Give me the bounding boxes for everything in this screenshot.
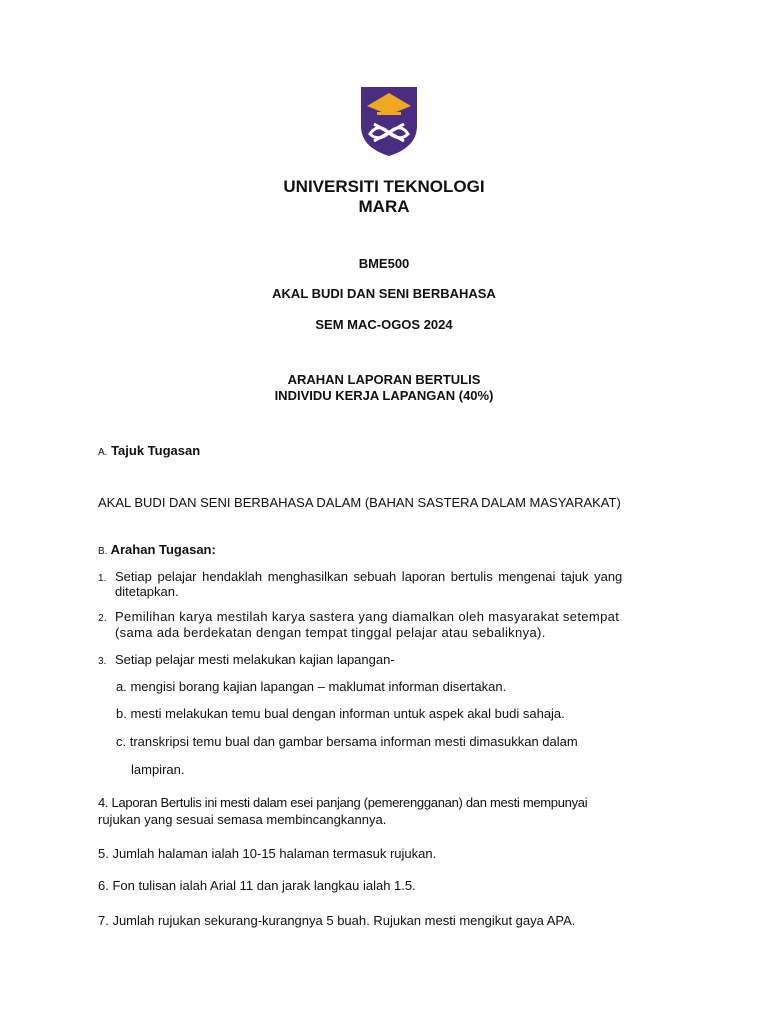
- course-code: BME500: [358, 256, 410, 271]
- list-item-2-line2: (sama ada berdekatan dengan tempat tinggal pelajar atau sebaliknya).: [115, 625, 546, 640]
- section-a-title: Tajuk Tugasan: [111, 443, 201, 458]
- section-b-letter: B.: [98, 546, 108, 557]
- doc-title-line2: INDIVIDU KERJA LAPANGAN (40%): [274, 388, 494, 403]
- list-item-3b: b. mesti melakukan temu bual dengan informan untuk aspek akal budi sahaja.: [116, 706, 565, 721]
- course-name: AKAL BUDI DAN SENI BERBAHASA: [272, 286, 496, 301]
- section-b-title: Arahan Tugasan:: [110, 542, 216, 557]
- university-name-line1: UNIVERSITI TEKNOLOGI: [283, 177, 485, 196]
- doc-title-line1: ARAHAN LAPORAN BERTULIS: [287, 372, 481, 387]
- list-item-5: 5. Jumlah halaman ialah 10-15 halaman termasuk rujukan.: [98, 846, 437, 861]
- list-item-4-line2: rujukan yang sesuai semasa membincangkannya.: [98, 812, 387, 827]
- list-item-3-text: Setiap pelajar mesti melakukan kajian lapangan-: [115, 652, 395, 667]
- section-b-heading: [98, 542, 216, 560]
- list-item-1-number: 1.: [98, 573, 107, 584]
- list-item-2-line1: Pemilihan karya mestilah karya sastera yang diamalkan oleh masyarakat setempat: [115, 609, 620, 624]
- topic-text: AKAL BUDI DAN SENI BERBAHASA DALAM (BAHAN SASTERA DALAM MASYARAKAT): [98, 495, 621, 510]
- semester: SEM MAC-OGOS 2024: [315, 317, 453, 332]
- list-item-3a: a. mengisi borang kajian lapangan – maklumat informan disertakan.: [116, 679, 507, 694]
- list-item-3: [98, 652, 395, 670]
- doc-title: [0, 372, 768, 404]
- university-name-line2: MARA: [358, 197, 410, 216]
- list-item-4-line1: 4. Laporan Bertulis ini mesti dalam esei panjang (pemerengganan) dan mesti mempunyai: [98, 795, 588, 810]
- list-item-3c-line1: c. transkripsi temu bual dan gambar bersama informan mesti dimasukkan dalam: [116, 734, 578, 749]
- list-item-2-number: 2.: [98, 613, 108, 624]
- list-item-7: 7. Jumlah rujukan sekurang-kurangnya 5 buah. Rujukan mesti mengikut gaya APA.: [98, 913, 576, 928]
- list-item-3c-line2: lampiran.: [131, 762, 185, 777]
- section-a-letter: A.: [98, 447, 108, 458]
- section-a-heading: [98, 443, 200, 461]
- university-name: [0, 177, 768, 217]
- uitm-crest-logo-icon: [360, 86, 418, 156]
- list-item-1-line2: ditetapkan.: [115, 584, 179, 599]
- list-item-1-line1: Setiap pelajar hendaklah menghasilkan sebuah laporan bertulis mengenai tajuk yang: [115, 569, 623, 584]
- list-item-3-number: 3.: [98, 656, 107, 667]
- list-item-6: 6. Fon tulisan ialah Arial 11 dan jarak langkau ialah 1.5.: [98, 878, 416, 893]
